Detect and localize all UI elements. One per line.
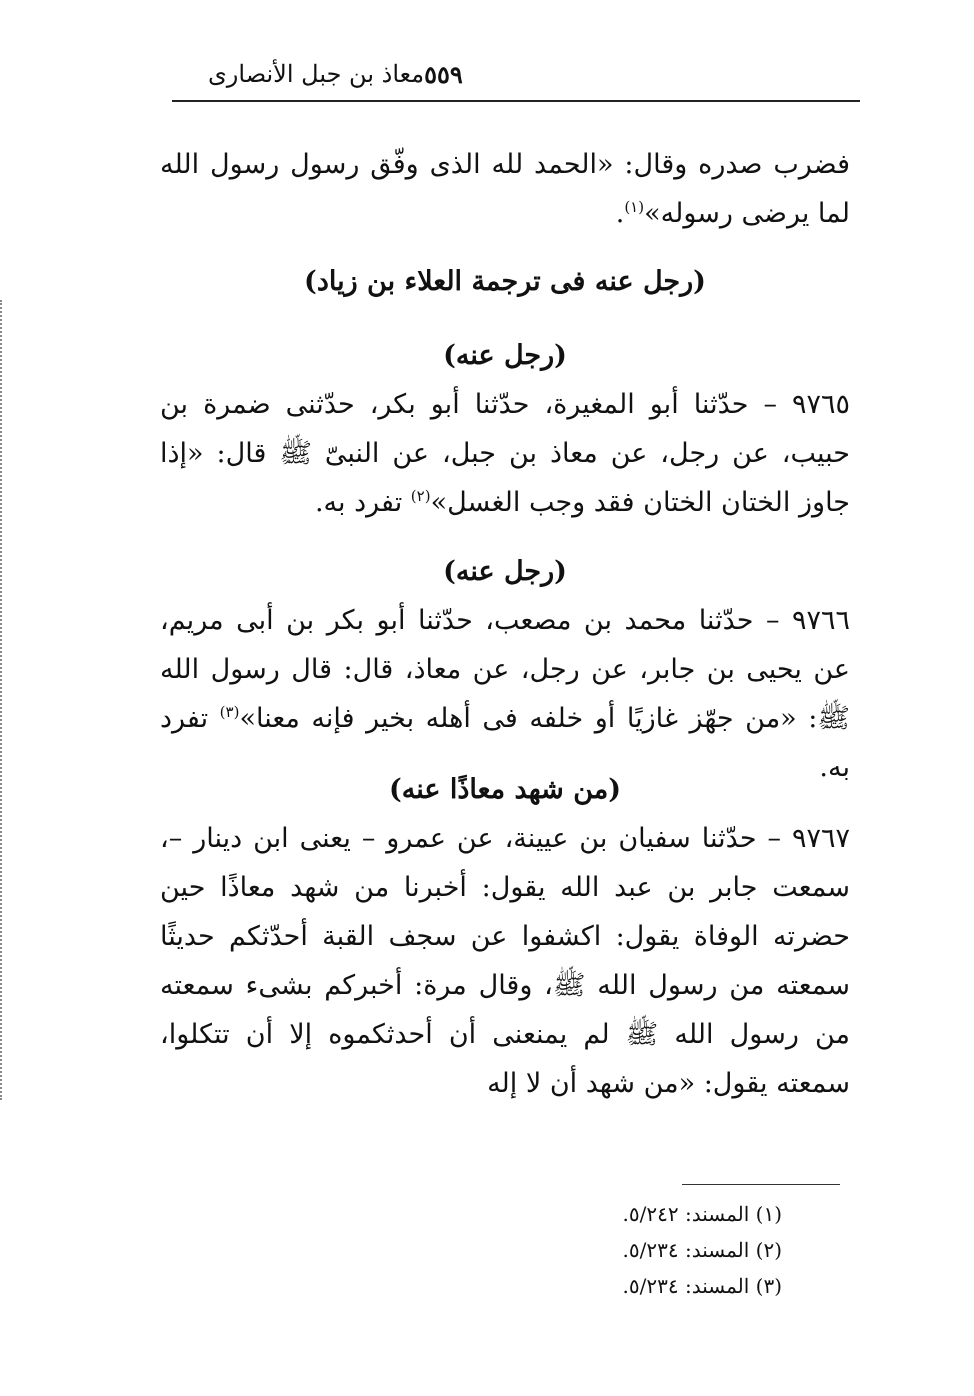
paragraph-text: ٩٧٦٧ – حدّثنا سفيان بن عيينة، عن عمرو – يعنى ابن دينار –، سمعت جابر بن عبد الله يقول: أخبرنا من شهد معاذًا حين حضرته الوفاة يقول: اكشفوا عن سجف القبة أحدّثكم حديثًا سمعته من رسول الله ﷺ، وقال مرة: أخبركم بشىء سمعته من رسول الله ﷺ لم يمنعنى أن أحدثكموه إلا أن تتكلوا، سمعته يقول: «من شهد أن لا إله bbox=[160, 823, 850, 1099]
footnote-divider bbox=[682, 1184, 840, 1185]
paragraph-text: ٩٧٦٥ – حدّثنا أبو المغيرة، حدّثنا أبو بكر، حدّثنى ضمرة بن حبيب، عن رجل، عن معاذ بن جبل، عن النبىّ ﷺ قال: «إذا جاوز الختان الختان فقد وجب الغسل» bbox=[160, 389, 850, 518]
footnote-1: (١) المسند: ٥/٢٤٢. bbox=[622, 1202, 782, 1226]
section-heading: (رجل عنه فى ترجمة العلاء بن زياد) bbox=[304, 266, 706, 297]
running-title: معاذ بن جبل الأنصارى bbox=[208, 60, 425, 88]
section-heading: (رجل عنه) bbox=[443, 556, 567, 587]
page-header bbox=[172, 52, 860, 96]
paragraph-end: . bbox=[615, 198, 625, 229]
paragraph-end: تفرد به. bbox=[314, 487, 411, 518]
paragraph-continuation bbox=[160, 140, 850, 238]
paragraph-text: فضرب صدره وقال: «الحمد لله الذى وفّق رسول رسول الله لما يرضى رسوله» bbox=[160, 149, 850, 229]
footnote-2: (٢) المسند: ٥/٢٣٤. bbox=[622, 1238, 782, 1262]
paragraph-text: ٩٧٦٦ – حدّثنا محمد بن مصعب، حدّثنا أبو بكر بن أبى مريم، عن يحيى بن جابر، عن رجل، عن معاذ، قال: قال رسول الله ﷺ: «من جهّز غازيًا أو خلفه فى أهله بخير فإنه معنا» bbox=[160, 605, 850, 734]
footnotes bbox=[560, 1196, 782, 1304]
hadith-9765 bbox=[160, 380, 850, 527]
footnote-ref: (٢) bbox=[410, 487, 431, 505]
header-divider bbox=[172, 100, 860, 102]
hadith-9766 bbox=[160, 596, 850, 792]
footnote-3: (٣) المسند: ٥/٢٣٤. bbox=[622, 1274, 782, 1298]
hadith-9767 bbox=[160, 814, 850, 1108]
footnote-ref: (٣) bbox=[219, 703, 240, 721]
scan-margin-edge bbox=[0, 300, 5, 1100]
page-number: ٥٥٩ bbox=[424, 59, 463, 89]
section-heading: (رجل عنه) bbox=[443, 340, 567, 371]
section-heading: (من شهد معاذًا عنه) bbox=[389, 774, 621, 805]
paragraph-end: تفرد به. bbox=[160, 703, 850, 783]
footnote-ref: (١) bbox=[624, 198, 645, 216]
